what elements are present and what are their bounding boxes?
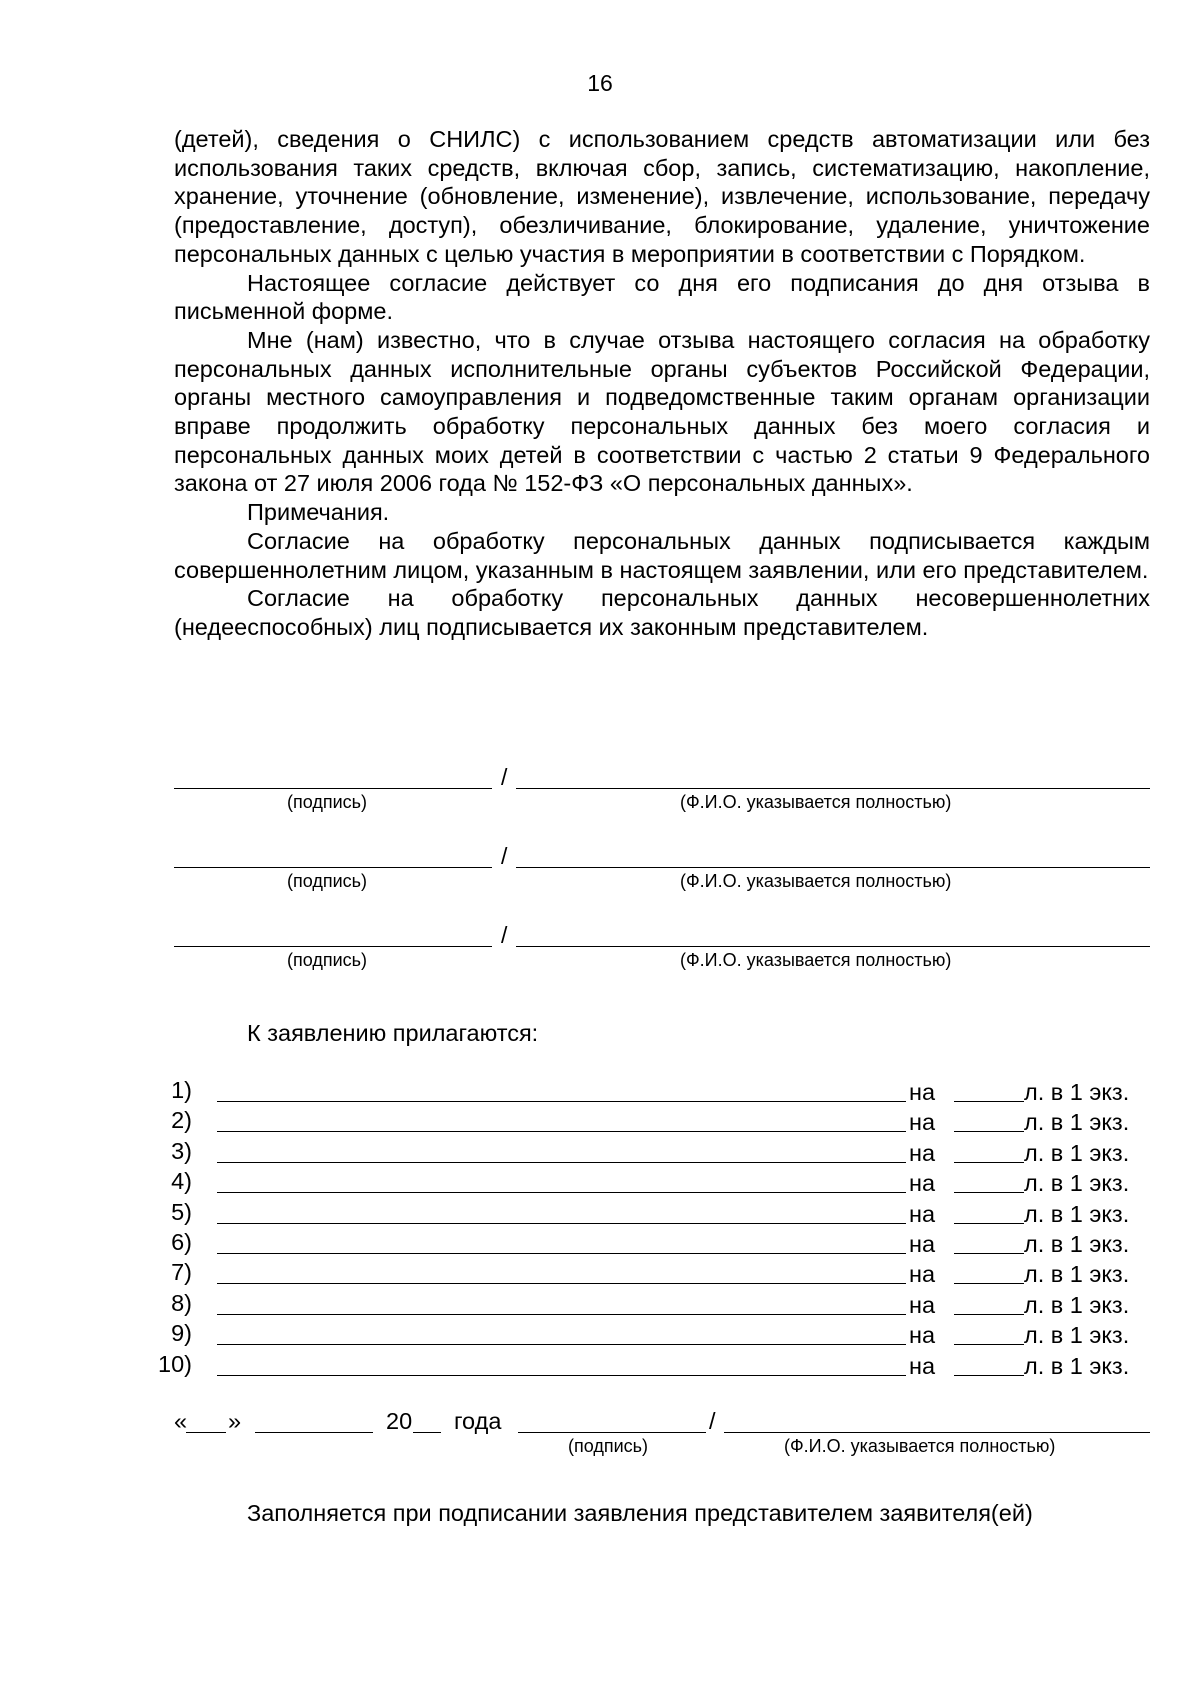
attachment-pages-field[interactable] bbox=[954, 1283, 1024, 1284]
attachment-row bbox=[0, 1077, 1200, 1107]
full-name-field[interactable] bbox=[516, 788, 1150, 789]
attachment-pages-field[interactable] bbox=[954, 1101, 1024, 1102]
attachment-na-label: на bbox=[909, 1200, 936, 1227]
signature-row bbox=[174, 764, 1150, 824]
year-prefix: 20 bbox=[386, 1408, 413, 1434]
full-name-field[interactable] bbox=[516, 946, 1150, 947]
attachment-number: 5) bbox=[171, 1198, 192, 1225]
quote-open: « bbox=[174, 1408, 188, 1434]
full-name-caption: (Ф.И.О. указывается полностью) bbox=[680, 871, 952, 891]
attachment-number: 9) bbox=[171, 1320, 192, 1347]
full-name-caption: (Ф.И.О. указывается полностью) bbox=[680, 792, 952, 812]
signature-caption: (подпись) bbox=[568, 1436, 649, 1456]
attachment-row bbox=[0, 1259, 1200, 1289]
attachment-pages-field[interactable] bbox=[954, 1375, 1024, 1376]
attachment-pages-field[interactable] bbox=[954, 1223, 1024, 1224]
attachment-na-label: на bbox=[909, 1139, 936, 1166]
attachment-copies-label: л. в 1 экз. bbox=[1024, 1139, 1130, 1166]
attachment-pages-field[interactable] bbox=[954, 1253, 1024, 1254]
attachment-name-field[interactable] bbox=[217, 1375, 906, 1376]
attachment-copies-label: л. в 1 экз. bbox=[1024, 1261, 1130, 1288]
paragraph: Согласие на обработку персональных данных несовершеннолетних (недееспособных) лиц подписывается их законным представителем. bbox=[174, 585, 1150, 640]
year-field[interactable] bbox=[413, 1432, 441, 1433]
attachment-row bbox=[0, 1290, 1200, 1320]
signature-field[interactable] bbox=[174, 867, 492, 868]
attachment-number: 10) bbox=[158, 1350, 192, 1377]
attachment-row bbox=[0, 1168, 1200, 1198]
attachment-number: 4) bbox=[171, 1168, 192, 1195]
attachment-row bbox=[0, 1229, 1200, 1259]
attachment-pages-field[interactable] bbox=[954, 1131, 1024, 1132]
slash: / bbox=[501, 843, 508, 869]
attachment-pages-field[interactable] bbox=[954, 1314, 1024, 1315]
full-name-caption: (Ф.И.О. указывается полностью) bbox=[784, 1436, 1056, 1456]
attachment-name-field[interactable] bbox=[217, 1192, 906, 1193]
month-field[interactable] bbox=[255, 1432, 373, 1433]
slash: / bbox=[501, 922, 508, 948]
attachment-number: 6) bbox=[171, 1229, 192, 1255]
attachment-na-label: на bbox=[909, 1261, 936, 1288]
attachment-na-label: на bbox=[909, 1079, 936, 1105]
slash: / bbox=[501, 764, 508, 790]
attachment-row bbox=[0, 1199, 1200, 1229]
attachment-pages-field[interactable] bbox=[954, 1192, 1024, 1193]
attachment-name-field[interactable] bbox=[217, 1344, 906, 1345]
signature-row bbox=[174, 843, 1150, 903]
attachment-name-field[interactable] bbox=[217, 1101, 906, 1102]
attachment-na-label: на bbox=[909, 1322, 936, 1349]
attachment-number: 7) bbox=[171, 1259, 192, 1286]
attachment-copies-label: л. в 1 экз. bbox=[1024, 1352, 1130, 1379]
slash: / bbox=[709, 1408, 716, 1434]
attachment-row bbox=[0, 1320, 1200, 1350]
signature-field[interactable] bbox=[174, 788, 492, 789]
paragraph: (детей), сведения о СНИЛС) с использованием средств автоматизации или без использования таких средств, включая сбор, запись, систематизацию, накопление, хранение, уточнение (обновление, изменение), извлечение, использование, передачу (предоставление, доступ), обезличивание, блокирование, удаление, уничтожение персональных данных с целью участия в мероприятии в соответствии с Порядком. bbox=[174, 126, 1150, 267]
attachment-copies-label: л. в 1 экз. bbox=[1024, 1200, 1130, 1227]
signature-caption: (подпись) bbox=[287, 950, 368, 970]
attachment-number: 1) bbox=[171, 1077, 192, 1103]
attachment-na-label: на bbox=[909, 1170, 936, 1197]
attachment-name-field[interactable] bbox=[217, 1314, 906, 1315]
attachment-copies-label: л. в 1 экз. bbox=[1024, 1170, 1130, 1197]
consent-text bbox=[174, 125, 1150, 642]
signature-row bbox=[174, 922, 1150, 982]
attachment-number: 2) bbox=[171, 1107, 192, 1134]
attachment-pages-field[interactable] bbox=[954, 1162, 1024, 1163]
attachment-number: 3) bbox=[171, 1137, 192, 1164]
quote-close: » bbox=[228, 1408, 242, 1434]
paragraph: Мне (нам) известно, что в случае отзыва настоящего согласия на обработку персональных данных исполнительные органы субъектов Российской Федерации, органы местного самоуправления и подведомственные таким органам организации вправе продолжить обработку персональных данных без моего согласия и персональных данных моих детей в соответствии с частью 2 статьи 9 Федерального закона от 27 июля 2006 года № 152-ФЗ «О персональных данных». bbox=[174, 326, 1150, 497]
attachment-name-field[interactable] bbox=[217, 1162, 906, 1163]
signature-field[interactable] bbox=[518, 1432, 706, 1433]
attachments-title: К заявлению прилагаются: bbox=[247, 1020, 539, 1046]
attachment-number: 8) bbox=[171, 1289, 192, 1316]
attachment-copies-label: л. в 1 экз. bbox=[1024, 1109, 1130, 1136]
attachment-row bbox=[0, 1351, 1200, 1381]
attachment-na-label: на bbox=[909, 1352, 936, 1379]
page-number: 16 bbox=[587, 70, 613, 96]
day-field[interactable] bbox=[186, 1432, 226, 1433]
attachment-na-label: на bbox=[909, 1109, 936, 1136]
notes-heading: Примечания. bbox=[247, 499, 390, 526]
attachment-na-label: на bbox=[909, 1291, 936, 1318]
attachment-row bbox=[0, 1107, 1200, 1137]
paragraph: Согласие на обработку персональных данных подписывается каждым совершеннолетним лицом, указанным в настоящем заявлении, или его представителем. bbox=[174, 527, 1150, 583]
full-name-field[interactable] bbox=[724, 1432, 1150, 1433]
attachment-pages-field[interactable] bbox=[954, 1344, 1024, 1345]
attachment-copies-label: л. в 1 экз. bbox=[1024, 1079, 1130, 1105]
attachment-copies-label: л. в 1 экз. bbox=[1024, 1291, 1130, 1318]
full-name-caption: (Ф.И.О. указывается полностью) bbox=[680, 950, 952, 970]
attachment-row bbox=[0, 1138, 1200, 1168]
paragraph: Настоящее согласие действует со дня его подписания до дня отзыва в письменной форме. bbox=[174, 269, 1150, 325]
full-name-field[interactable] bbox=[516, 867, 1150, 868]
attachment-name-field[interactable] bbox=[217, 1283, 906, 1284]
attachment-copies-label: л. в 1 экз. bbox=[1024, 1231, 1130, 1257]
signature-field[interactable] bbox=[174, 946, 492, 947]
signature-caption: (подпись) bbox=[287, 871, 368, 891]
attachment-name-field[interactable] bbox=[217, 1253, 906, 1254]
attachment-na-label: на bbox=[909, 1231, 936, 1257]
attachment-name-field[interactable] bbox=[217, 1131, 906, 1132]
attachment-name-field[interactable] bbox=[217, 1223, 906, 1224]
attachment-copies-label: л. в 1 экз. bbox=[1024, 1322, 1130, 1349]
signature-caption: (подпись) bbox=[287, 792, 368, 812]
year-word: года bbox=[454, 1408, 502, 1434]
footer-note: Заполняется при подписании заявления представителем заявителя(ей) bbox=[247, 1500, 1033, 1526]
date-signature-row bbox=[174, 1408, 1150, 1468]
